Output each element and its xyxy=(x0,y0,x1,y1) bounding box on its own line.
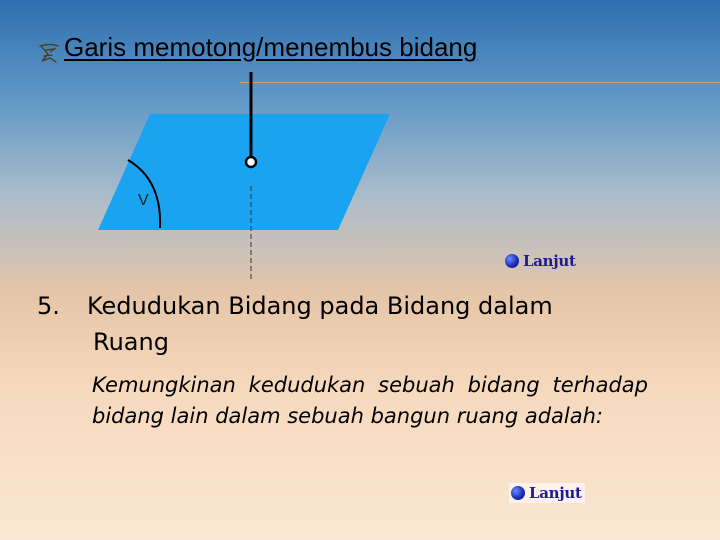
plane-line-figure xyxy=(90,68,400,283)
lanjut-label: Lanjut xyxy=(529,484,582,502)
heading-number: 5. xyxy=(37,292,60,320)
lanjut-button-top[interactable] xyxy=(505,252,576,270)
intersection-point xyxy=(246,157,256,167)
section-heading xyxy=(37,288,677,360)
heading-line2: Ruang xyxy=(93,328,169,356)
blue-dot-icon xyxy=(505,254,519,268)
body-paragraph: Kemungkinan kedudukan sebuah bidang terhadap bidang lain dalam sebuah bangun ruang adalah: xyxy=(92,373,648,428)
heading-line1: Kedudukan Bidang pada Bidang dalam xyxy=(87,292,553,320)
lanjut-label: Lanjut xyxy=(523,252,576,270)
scribble-bullet-icon xyxy=(38,42,60,64)
blue-dot-icon xyxy=(511,486,525,500)
angle-label: V xyxy=(138,192,149,209)
slide-title: Garis memotong/menembus bidang xyxy=(64,32,478,62)
lanjut-button-bottom[interactable] xyxy=(509,483,585,503)
